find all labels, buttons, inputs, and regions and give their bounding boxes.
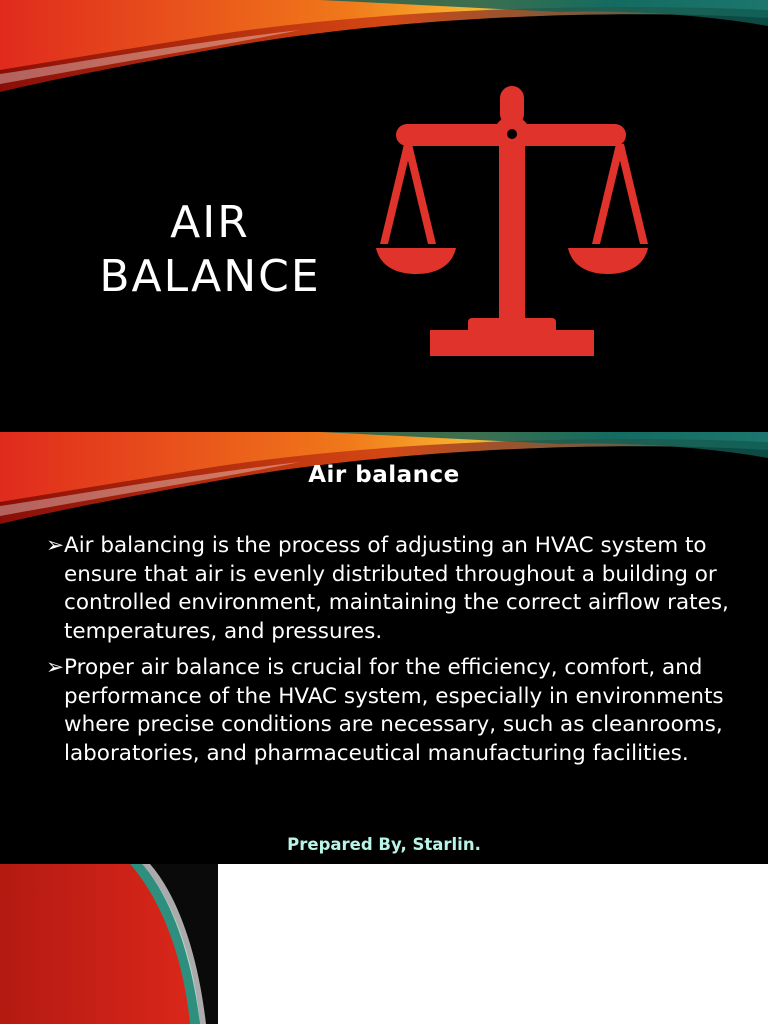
arrow-bullet-icon: ➢ (46, 655, 65, 680)
decorative-side-art (0, 864, 218, 1024)
author-credit: Prepared By, Starlin. (287, 835, 481, 854)
balance-scale-icon (372, 84, 656, 360)
bullet-text: Air balancing is the process of adjusting an HVAC system to ensure that air is evenly distributed throughout a building or controlled environment, maintaining the correct airflow rates, temperatures, and pressures. (64, 533, 729, 644)
bullet-list (46, 532, 746, 776)
title-line-1: AIR (170, 197, 250, 248)
content-slide (0, 432, 768, 864)
slide-title (60, 196, 360, 304)
title-slide (0, 0, 768, 432)
arrow-bullet-icon: ➢ (46, 533, 65, 558)
partial-slide (0, 864, 768, 1024)
title-line-2: BALANCE (99, 251, 321, 302)
slide-heading: Air balance (308, 462, 460, 488)
bullet-item (46, 532, 746, 646)
bullet-item (46, 654, 746, 768)
bullet-text: Proper air balance is crucial for the efficiency, comfort, and performance of the HVAC system, especially in environments where precise conditions are necessary, such as cleanrooms, laboratories, and pharmaceutical manufacturing facilities. (64, 655, 724, 766)
